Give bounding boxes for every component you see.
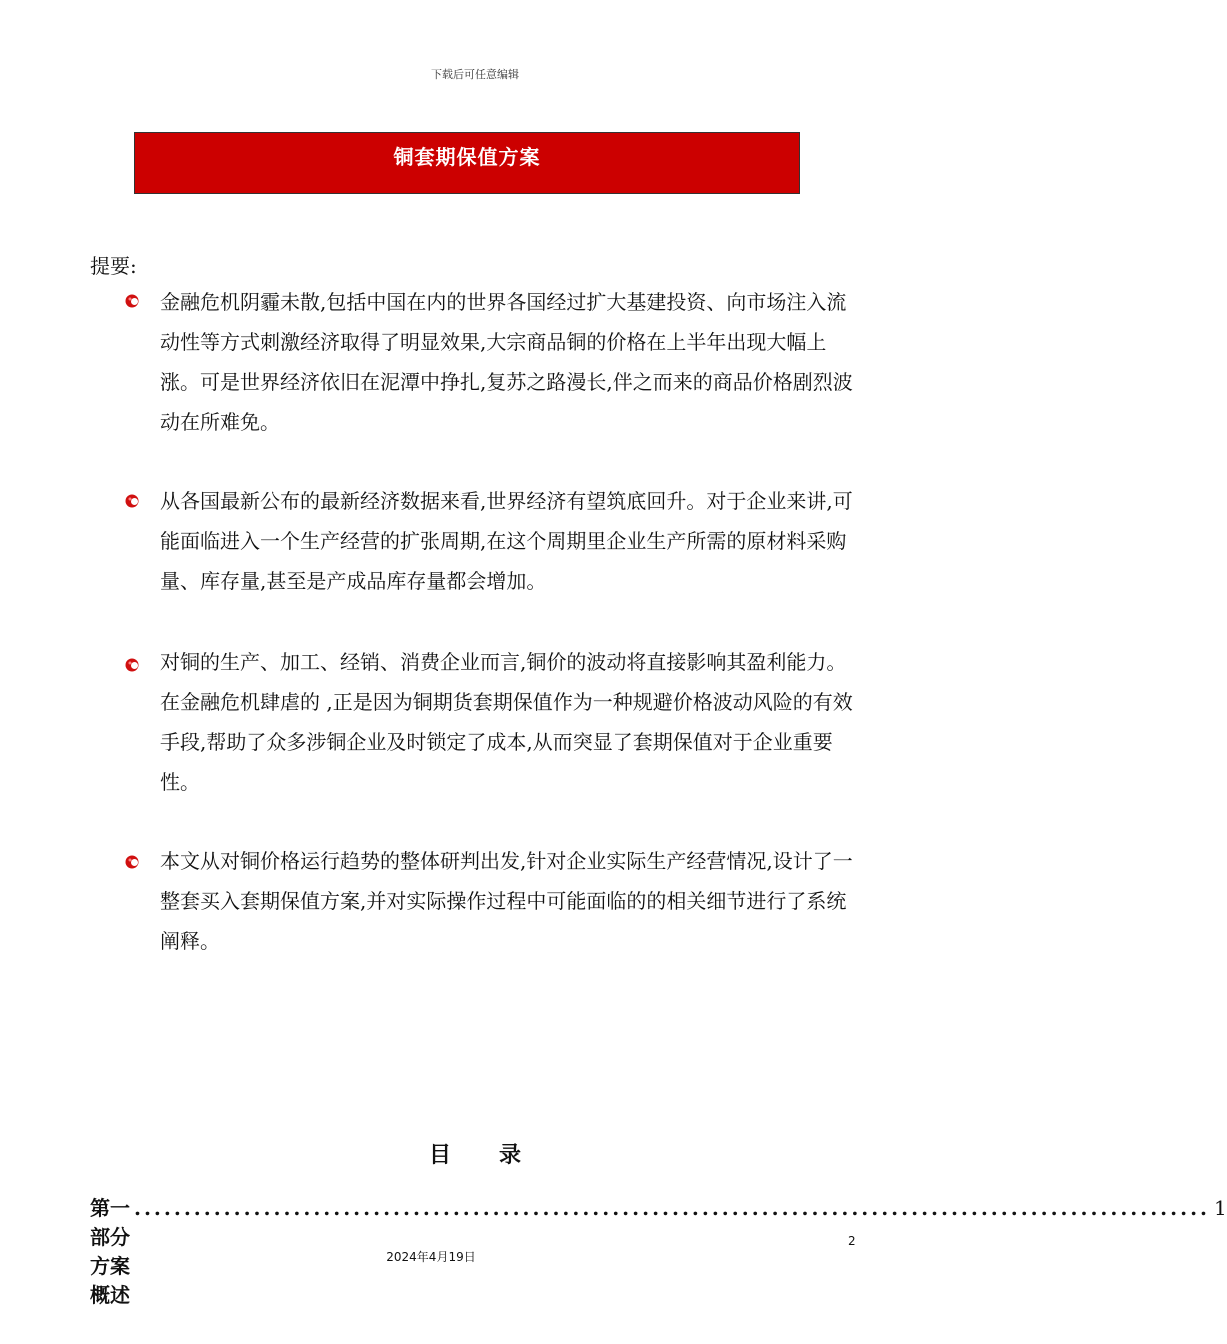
summary-label: 提要: [90,254,137,278]
title-banner [134,132,800,194]
summary-paragraph-2: 从各国最新公布的最新经济数据来看,世界经济有望筑底回升。对于企业来讲,可能面临进入一个生产经营的扩张周期,在这个周期里企业生产所需的原材料采购量、库存量,甚至是产成品库存量都会增加。 [160,489,853,593]
red-sphere-bullet-icon [124,293,140,309]
summary-paragraph-3: 对铜的生产、加工、经销、消费企业而言,铜价的波动将直接影响其盈利能力。在金融危机肆虐的 ,正是因为铜期货套期保值作为一种规避价格波动风险的有效手段,帮助了众多涉铜企业及时锁定了成本,从而突显了套期保值对于企业重要性。 [160,650,853,794]
summary-paragraph-1: 金融危机阴霾未散,包括中国在内的世界各国经过扩大基建投资、向市场注入流动性等方式刺激经济取得了明显效果,大宗商品铜的价格在上半年出现大幅上涨。可是世界经济依旧在泥潭中挣扎,复苏之路漫长,伴之而来的商品价格剧烈波动在所难免。 [160,290,853,434]
toc-title-right: 录 [499,1142,522,1168]
toc-entry-page: 1 [1214,1196,1227,1220]
document-title: 铜套期保值方案 [393,145,541,169]
toc-title [0,1138,950,1169]
red-sphere-bullet-icon [124,854,140,870]
red-sphere-bullet-icon [124,493,140,509]
toc-leader-dots: ............................................................................................................ [134,1196,1210,1220]
toc-title-left: 目 [428,1142,451,1168]
footer-date: 2024年4月19日 [386,1250,476,1264]
page-number: 2 [848,1234,856,1248]
toc-entry-label: 第一部分 方案概述 [90,1196,150,1307]
summary-paragraph-4: 本文从对铜价格运行趋势的整体研判出发,针对企业实际生产经营情况,设计了一整套买入套期保值方案,并对实际操作过程中可能面临的的相关细节进行了系统阐释。 [160,849,853,953]
header-note: 下载后可任意编辑 [431,68,519,81]
red-sphere-bullet-icon [124,657,140,673]
